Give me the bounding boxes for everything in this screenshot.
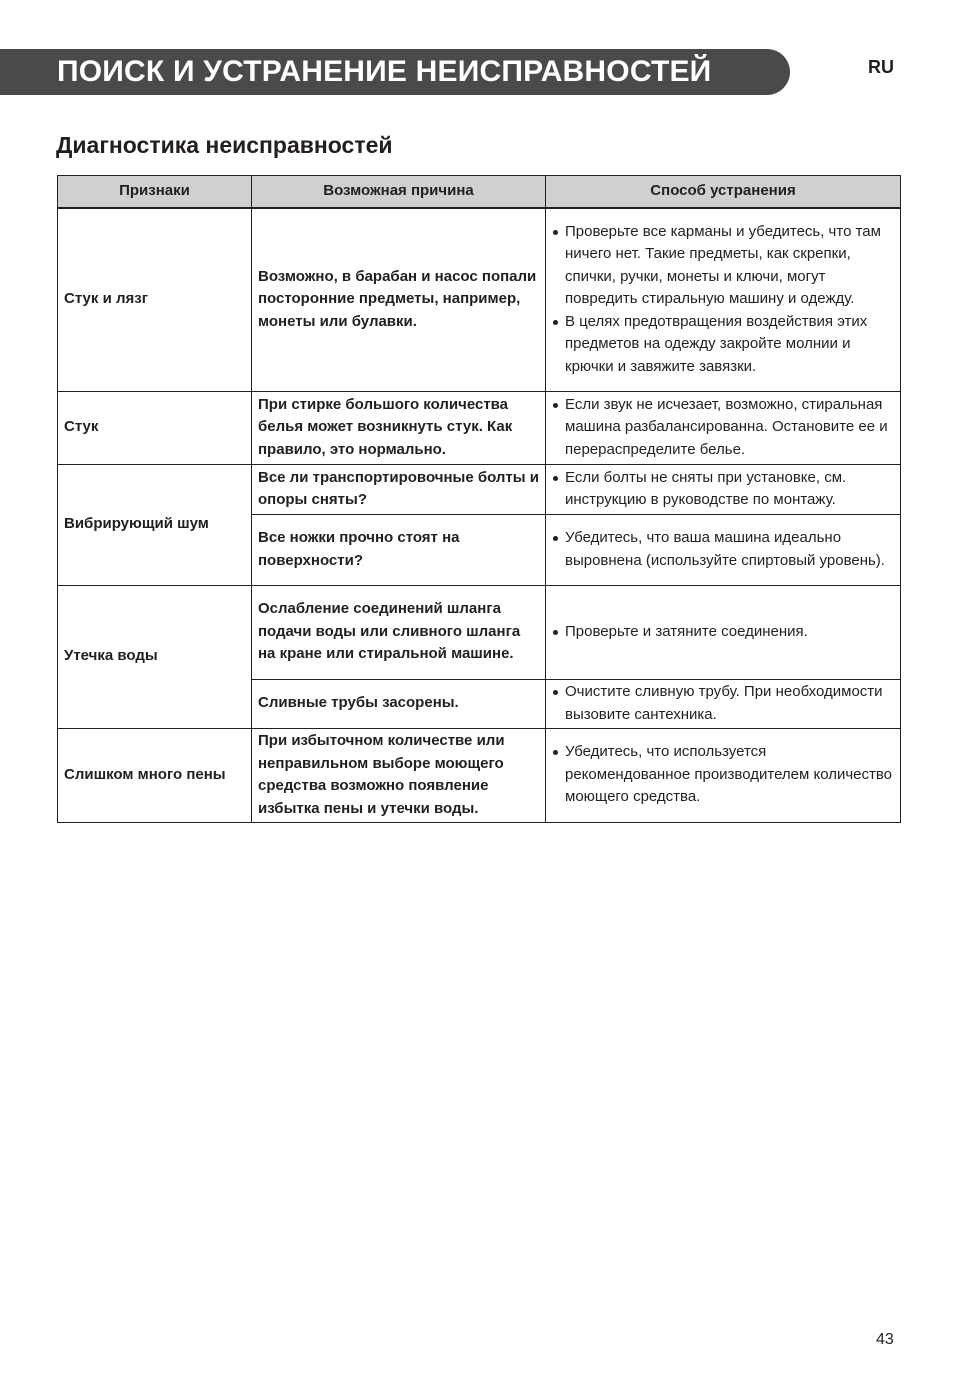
solution-cell [546, 729, 901, 823]
table-row [58, 586, 901, 680]
solution-item: Очистите сливную трубу. При необходимости вызовите сантехника. [552, 681, 894, 726]
symptom-cell: Стук и лязг [58, 208, 252, 392]
symptom-cell: Стук [58, 392, 252, 465]
table-row [58, 729, 901, 823]
solution-item: Если звук не исчезает, возможно, стиральная машина разбалансированна. Остановите ее и перераспределите белье. [552, 394, 894, 462]
solution-item: Проверьте все карманы и убедитесь, что там ничего нет. Такие предметы, как скрепки, спички, ручки, монеты и ключи, могут повредить стиральную машину и одежду. [552, 221, 894, 311]
cause-cell: Все ножки прочно стоят на поверхности? [252, 515, 546, 586]
solution-cell [546, 515, 901, 586]
symptom-cell: Утечка воды [58, 586, 252, 729]
solution-cell [546, 465, 901, 515]
page-number: 43 [876, 1331, 894, 1348]
table-header-row [58, 176, 901, 209]
table-row [58, 465, 901, 515]
troubleshooting-table [57, 175, 901, 823]
cause-cell: При стирке большого количества белья может возникнуть стук. Как правило, это нормально. [252, 392, 546, 465]
language-label: RU [868, 57, 894, 77]
header-solution: Способ устранения [546, 176, 901, 209]
table-row [58, 208, 901, 392]
header-cause: Возможная причина [252, 176, 546, 209]
cause-cell: Сливные трубы засорены. [252, 680, 546, 729]
solution-item: В целях предотвращения воздействия этих предметов на одежду закройте молнии и крючки и завяжите завязки. [552, 311, 894, 379]
page-title: ПОИСК И УСТРАНЕНИЕ НЕИСПРАВНОСТЕЙ [57, 55, 712, 88]
title-banner [0, 49, 790, 95]
cause-cell: Все ли транспортировочные болты и опоры сняты? [252, 465, 546, 515]
section-title: Диагностика неисправностей [56, 132, 393, 158]
table-row [58, 392, 901, 465]
header-symptoms: Признаки [58, 176, 252, 209]
solution-cell [546, 680, 901, 729]
solution-item: Убедитесь, что используется рекомендованное производителем количество моющего средства. [552, 741, 894, 809]
cause-cell: При избыточном количестве или неправильном выборе моющего средства возможно появление избытка пены и утечки воды. [252, 729, 546, 823]
symptom-cell: Слишком много пены [58, 729, 252, 823]
solution-cell [546, 586, 901, 680]
symptom-cell: Вибрирующий шум [58, 465, 252, 586]
cause-cell: Ослабление соединений шланга подачи воды или сливного шланга на кране или стиральной машине. [252, 586, 546, 680]
cause-cell: Возможно, в барабан и насос попали посторонние предметы, например, монеты или булавки. [252, 208, 546, 392]
solution-cell [546, 208, 901, 392]
solution-cell [546, 392, 901, 465]
solution-item: Убедитесь, что ваша машина идеально выровнена (используйте спиртовый уровень). [552, 527, 894, 572]
solution-item: Если болты не сняты при установке, см. инструкцию в руководстве по монтажу. [552, 467, 894, 512]
solution-item: Проверьте и затяните соединения. [552, 621, 894, 644]
